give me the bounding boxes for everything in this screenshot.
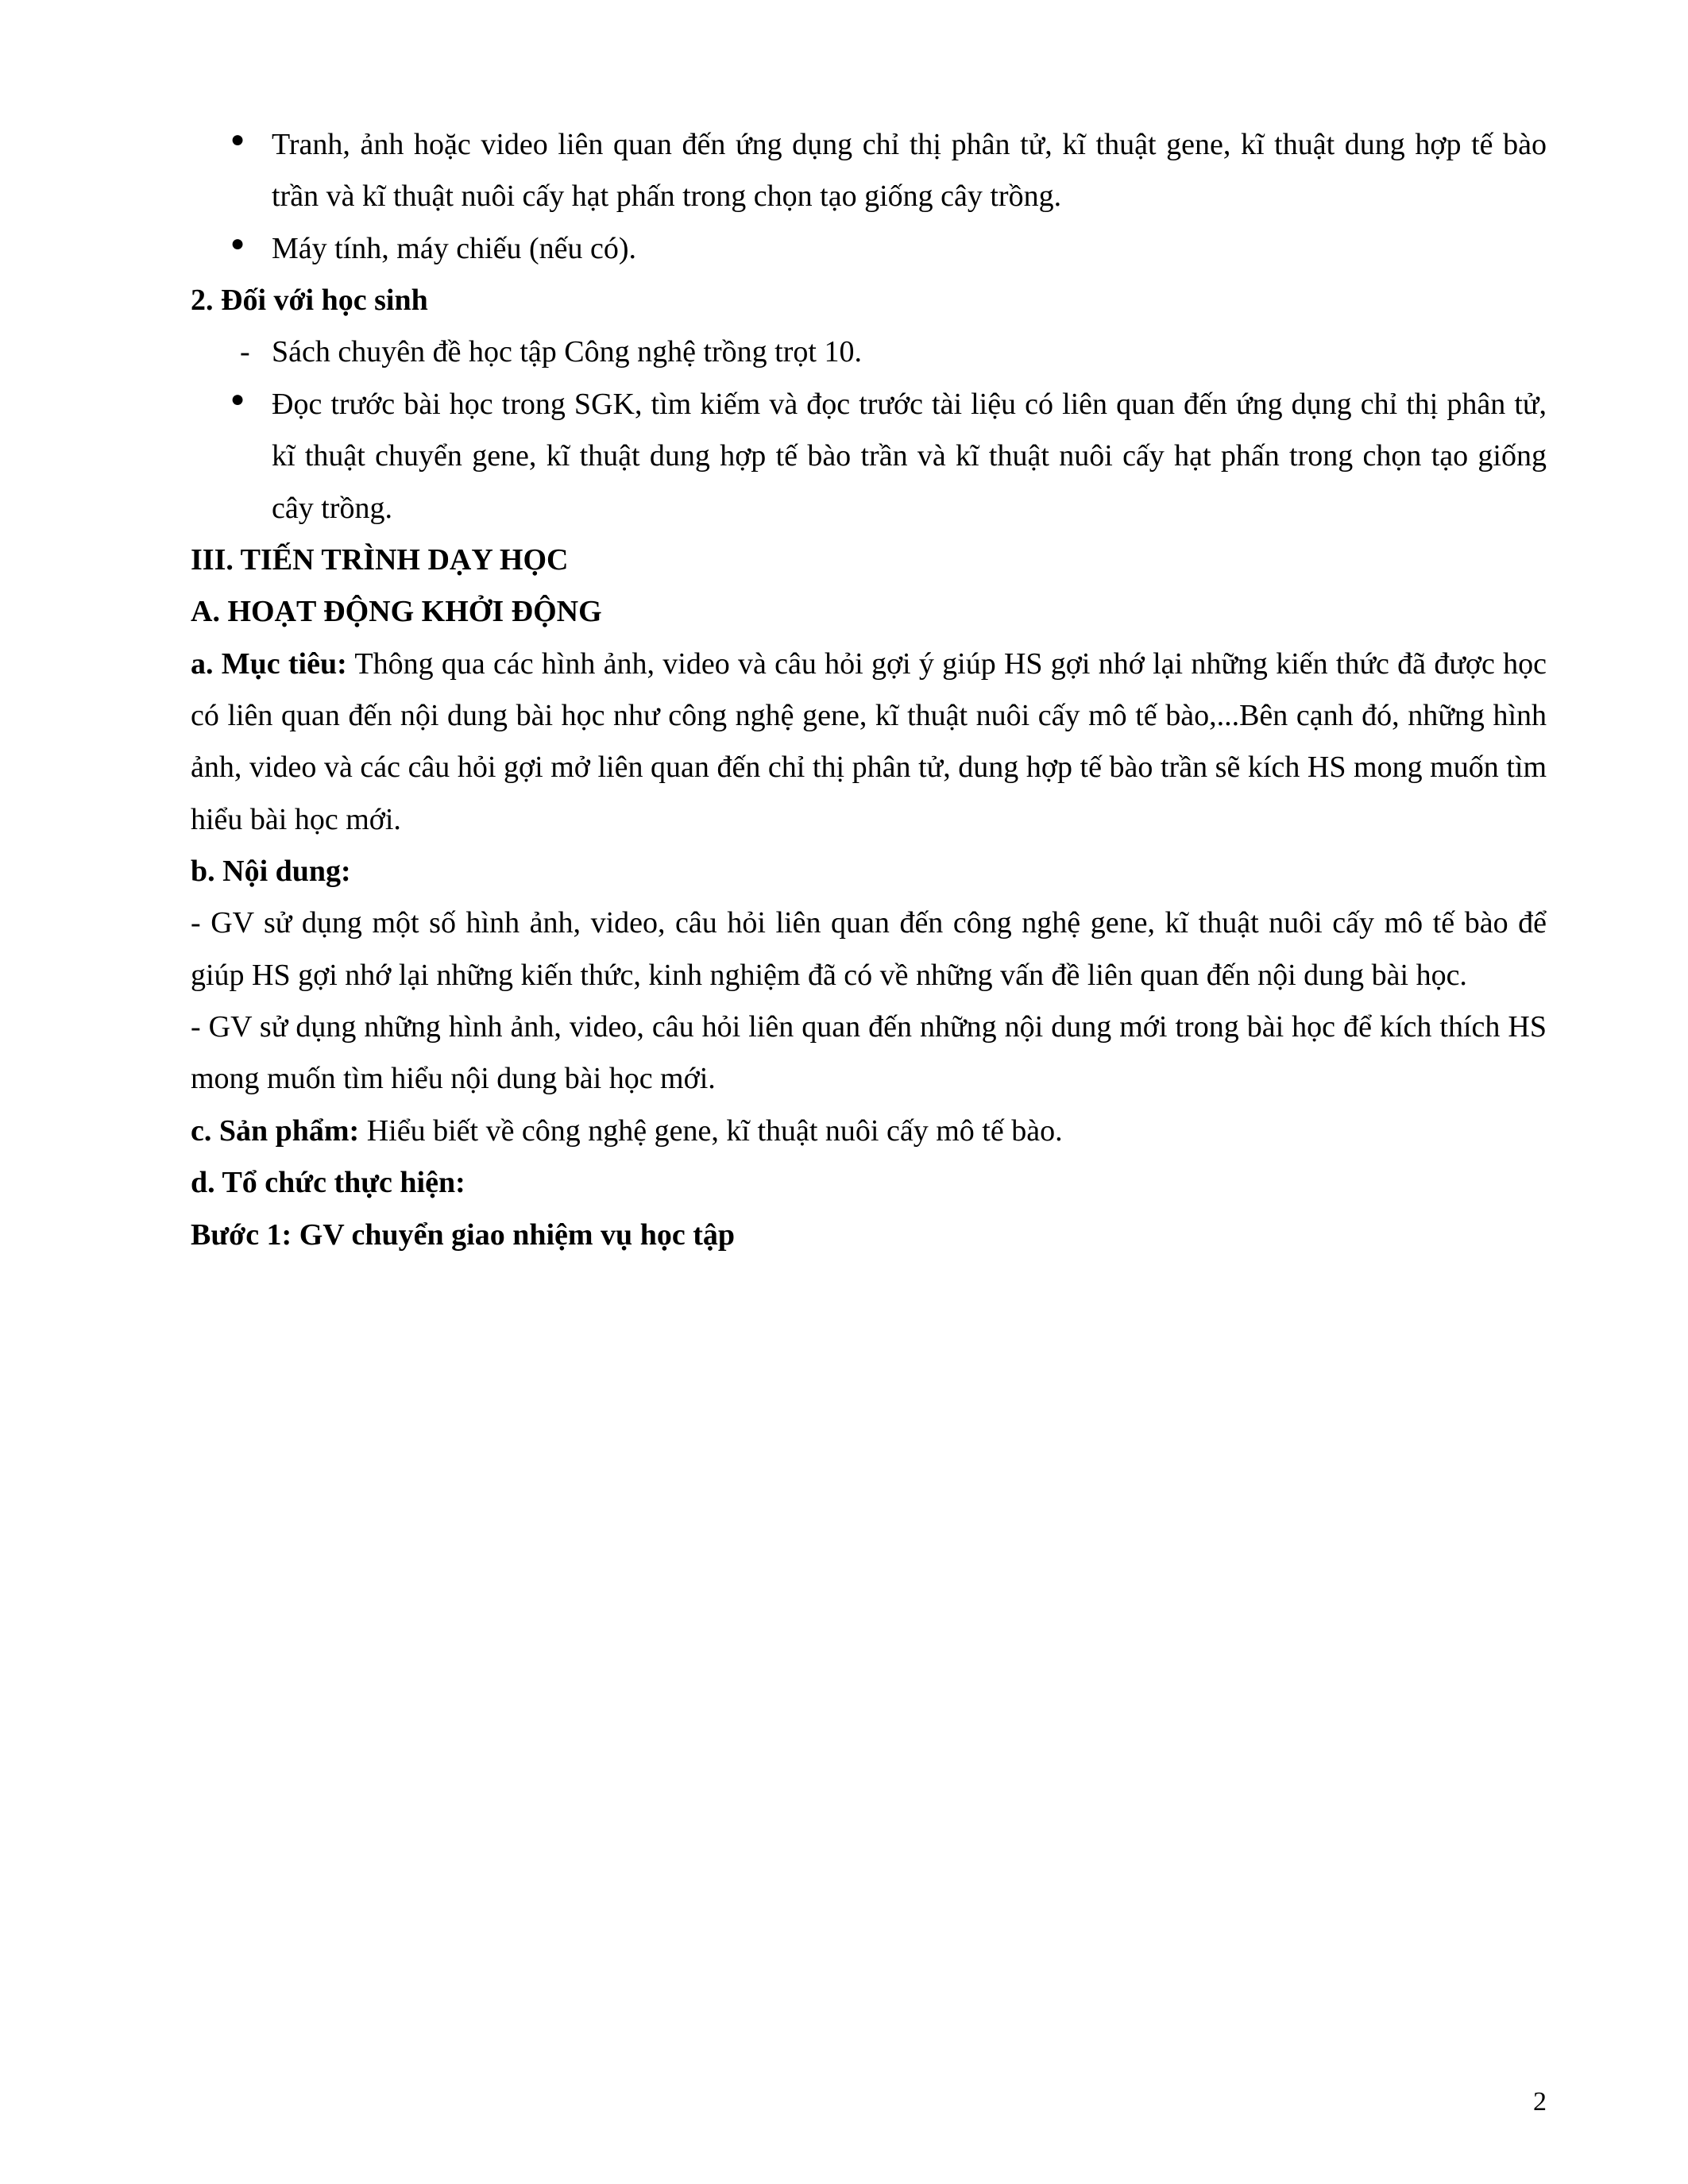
bullet-marker-icon: ● [230,385,245,412]
bullet-list-item [191,119,1547,223]
bullet-marker-icon: ● [230,126,245,152]
paragraph [191,1106,1547,1157]
paragraph: - GV sử dụng một số hình ảnh, video, câu hỏi liên quan đến công nghệ gene, kĩ thuật nuôi cấy mô tế bào để giúp HS gợi nhớ lại những kiến thức, kinh nghiệm đã có về những vấn đề liên quan đến nội dung bài học. [191,906,1547,992]
paragraph-text: Hiểu biết về công nghệ gene, kĩ thuật nuôi cấy mô tế bào. [359,1113,1063,1148]
section-heading: b. Nội dung: [191,855,351,889]
paragraph [191,639,1547,846]
section-heading: d. Tổ chức thực hiện: [191,1166,465,1200]
paragraph-label: c. Sản phẩm: [191,1113,360,1148]
bullet-marker-icon: ● [230,230,245,257]
list-item-text: Tranh, ảnh hoặc video liên quan đến ứng dụng chỉ thị phân tử, kĩ thuật gene, kĩ thuật dung hợp tế bào trần và kĩ thuật nuôi cấy hạt phấn trong chọn tạo giống cây trồng. [272,128,1547,214]
document-body [191,119,1547,1261]
page-number: 2 [1533,2087,1547,2116]
bullet-list-item [191,379,1547,534]
section-heading: 2. Đối với học sinh [191,284,428,318]
paragraph-label: a. Mục tiêu: [191,646,347,681]
dash-list-item [191,326,1547,378]
section-heading: III. TIẾN TRÌNH DẠY HỌC [191,542,569,577]
list-item-text: Sách chuyên đề học tập Công nghệ trồng trọt 10. [272,335,862,369]
section-heading: A. HOẠT ĐỘNG KHỞI ĐỘNG [191,595,602,629]
paragraph: - GV sử dụng những hình ảnh, video, câu hỏi liên quan đến những nội dung mới trong bài học để kích thích HS mong muốn tìm hiểu nội dung bài học mới. [191,1010,1547,1096]
dash-marker-icon: - [240,335,250,369]
list-item-text: Máy tính, máy chiếu (nếu có). [272,231,637,265]
section-heading: Bước 1: GV chuyển giao nhiệm vụ học tập [191,1217,735,1252]
bullet-list-item [191,223,1547,275]
list-item-text: Đọc trước bài học trong SGK, tìm kiếm và đọc trước tài liệu có liên quan đến ứng dụng chỉ thị phân tử, kĩ thuật chuyển gene, kĩ thuật dung hợp tế bào trần và kĩ thuật nuôi cấy hạt phấn trong chọn tạo giống cây trồng. [272,387,1547,525]
paragraph-text: Thông qua các hình ảnh, video và câu hỏi gợi ý giúp HS gợi nhớ lại những kiến thức đã được học có liên quan đến nội dung bài học như công nghệ gene, kĩ thuật nuôi cấy mô tế bào,...Bên cạnh đó, những hình ảnh, video và các câu hỏi gợi mở liên quan đến chỉ thị phân tử, dung hợp tế bào trần sẽ kích HS mong muốn tìm hiểu bài học mới. [191,646,1547,836]
